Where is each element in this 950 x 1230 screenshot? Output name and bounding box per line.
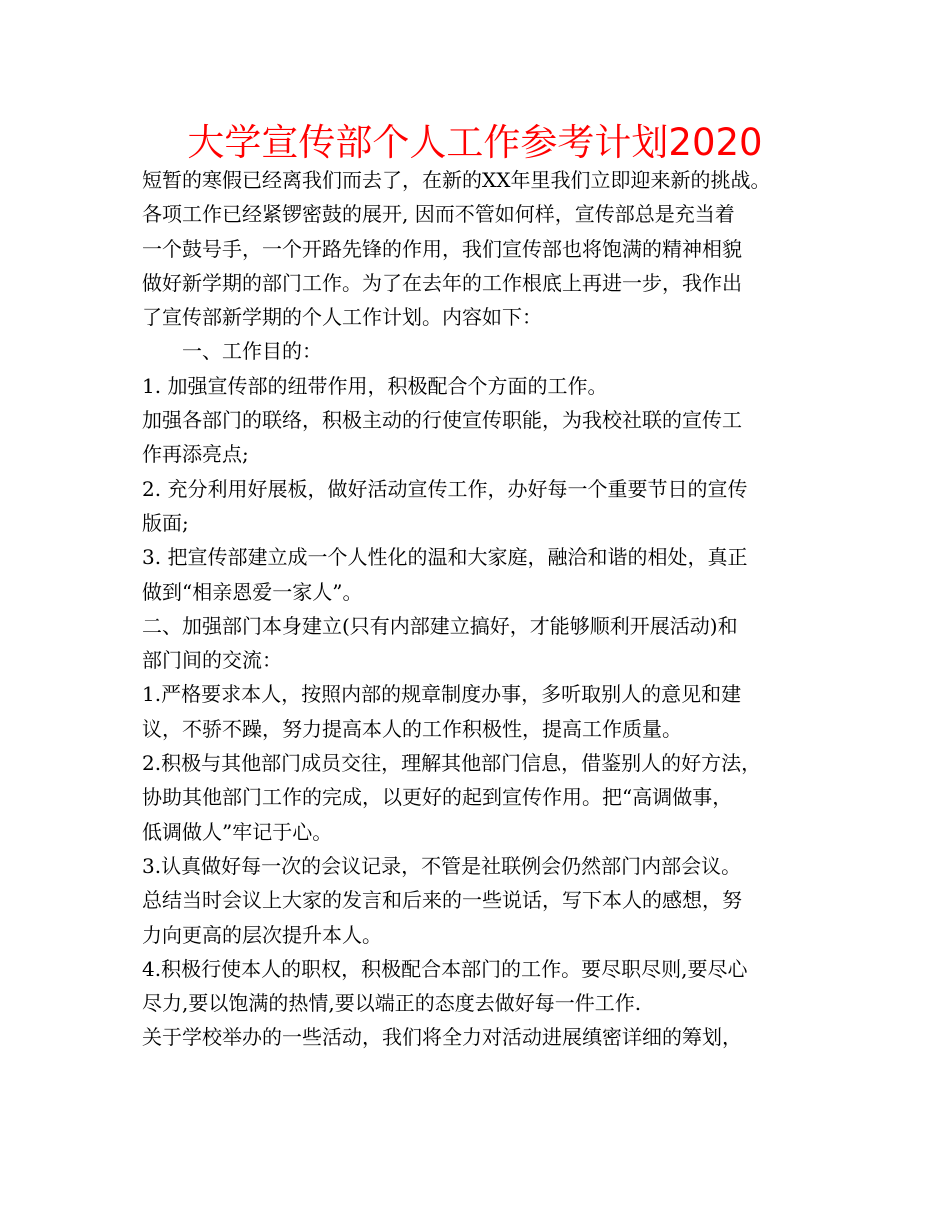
- body-line: 加强各部门的联络，积极主动的行使宣传职能，为我校社联的宣传工: [142, 408, 742, 433]
- body-line: 部门间的交流：: [142, 648, 282, 673]
- body-line: 一个鼓号手，一个开路先锋的作用，我们宣传部也将饱满的精神相貌: [142, 236, 742, 261]
- body-line: 短暂的寒假已经离我们而去了，在新的XX年里我们立即迎来新的挑战。: [142, 168, 771, 192]
- body-line: 4.积极行使本人的职权，积极配合本部门的工作。要尽职尽则,要尽心: [142, 956, 748, 981]
- body-line: 力向更高的层次提升本人。: [142, 922, 382, 947]
- body-line: 版面;: [142, 510, 189, 535]
- body-line: 3. 把宣传部建立成一个人性化的温和大家庭，融洽和谐的相处，真正: [142, 545, 748, 570]
- body-line: 2. 充分利用好展板，做好活动宣传工作，办好每一个重要节日的宣传: [142, 476, 748, 501]
- body-line: 做到“相亲恩爱一家人”。: [142, 579, 363, 604]
- body-line: 2.积极与其他部门成员交往，理解其他部门信息，借鉴别人的好方法，: [142, 751, 762, 776]
- section-heading: 二、加强部门本身建立(只有内部建立搞好，才能够顺利开展活动)和: [142, 613, 738, 638]
- body-line: 尽力,要以饱满的热情,要以端正的态度去做好每一件工作.: [142, 991, 642, 1016]
- body-line: 总结当时会议上大家的发言和后来的一些说话，写下本人的感想，努: [142, 888, 742, 913]
- body-line: 1. 加强宣传部的纽带作用，积极配合个方面的工作。: [142, 373, 608, 398]
- body-line: 作再添亮点;: [142, 442, 249, 467]
- body-line: 议，不骄不躁，努力提高本人的工作积极性，提高工作质量。: [142, 716, 682, 741]
- body-line: 了宣传部新学期的个人工作计划。内容如下：: [142, 305, 542, 330]
- body-line: 1.严格要求本人，按照内部的规章制度办事，多听取别人的意见和建: [142, 682, 742, 707]
- body-line: 各项工作已经紧锣密鼓的展开, 因而不管如何样，宣传部总是充当着: [142, 202, 735, 227]
- body-line: 低调做人”牢记于心。: [142, 819, 333, 844]
- document-title: 大学宣传部个人工作参考计划2020: [187, 121, 763, 164]
- section-heading: 一、工作目的：: [182, 339, 322, 364]
- body-line: 关于学校举办的一些活动，我们将全力对活动进展缜密详细的筹划，: [142, 1025, 742, 1050]
- document-body: [142, 163, 822, 1055]
- body-line: 做好新学期的部门工作。为了在去年的工作根底上再进一步，我作出: [142, 270, 742, 295]
- body-line: 3.认真做好每一次的会议记录，不管是社联例会仍然部门内部会议。: [142, 853, 742, 878]
- body-line: 协助其他部门工作的完成，以更好的起到宣传作用。把“高调做事，: [142, 785, 733, 810]
